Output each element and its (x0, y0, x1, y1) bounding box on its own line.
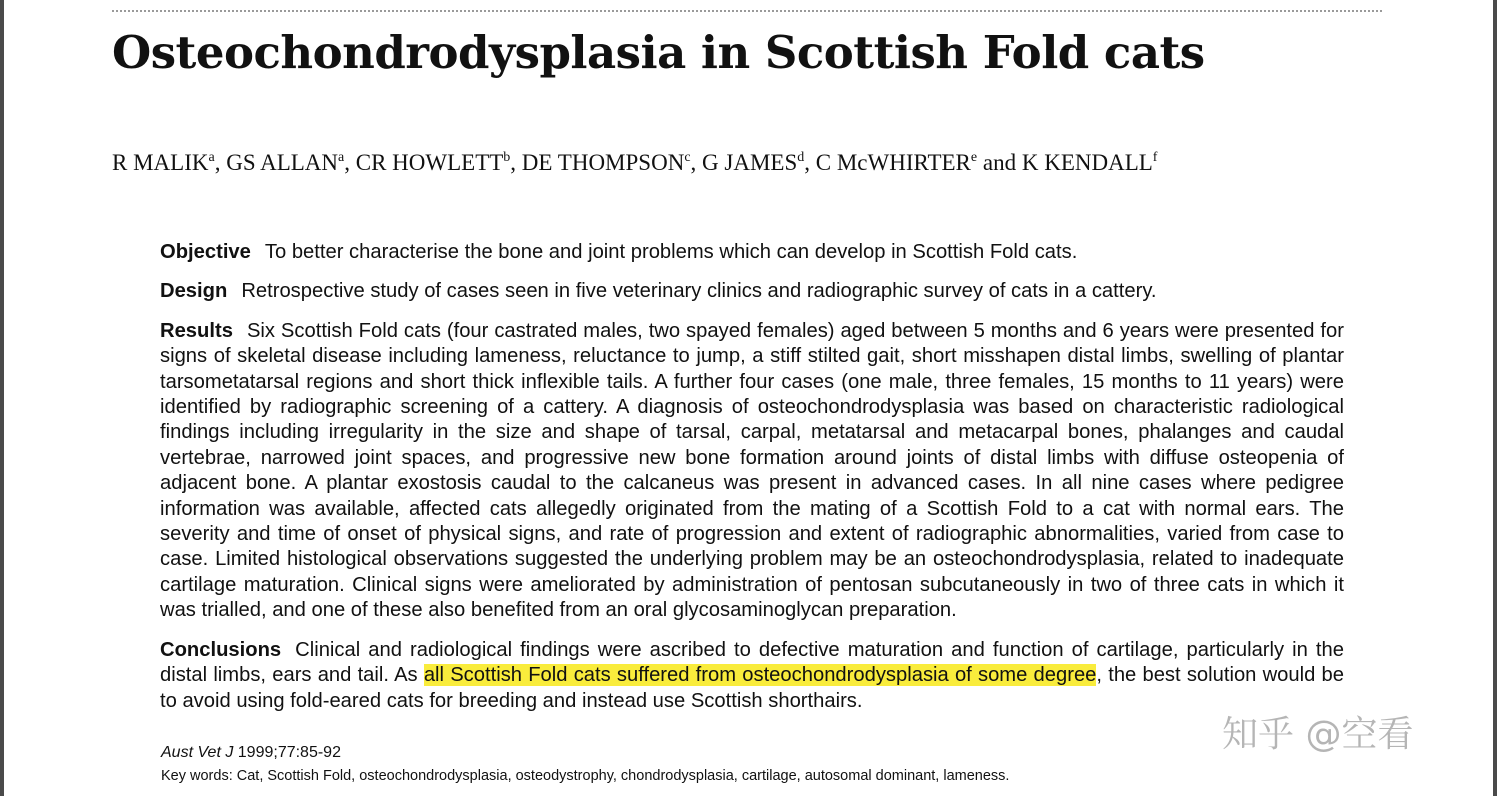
author-separator: and (977, 150, 1022, 175)
conclusions-label: Conclusions (160, 638, 282, 661)
results-label: Results (160, 319, 233, 342)
abstract (160, 240, 1344, 728)
abstract-design (160, 279, 1344, 304)
author-name: GS ALLAN (226, 150, 339, 175)
affiliation-mark: a (208, 150, 215, 165)
viewer-right-border (1493, 0, 1497, 796)
author-separator: , (510, 150, 522, 175)
abstract-conclusions (160, 638, 1344, 714)
abstract-objective (160, 240, 1344, 265)
viewer-left-border (0, 0, 4, 796)
journal-name: Aust Vet J (161, 744, 234, 761)
affiliation-mark: b (503, 150, 511, 165)
author-separator: , (214, 150, 227, 175)
author-name: G JAMES (702, 150, 798, 175)
results-text: Six Scottish Fold cats (four castrated males, two spayed females) aged between 5 months and 6 years were presented for signs of skeletal disease including lameness, reluctance to jump, a stiff stilted gait, short misshapen distal limbs, swelling of plantar tarsometatarsal regions and short thick inflexible tails. A further four cases (one male, three females, 15 months to 11 years) were identified by radiographic screening of a cattery. A diagnosis of osteochondrodysplasia was based on characteristic radiological findings including irregularity in the size and shape of tarsal, carpal, metatarsal and metacarpal bones, phalanges and caudal vertebrae, narrowed joint spaces, and progressive new bone formation around joints of distal limbs with diffuse osteopenia of adjacent bone. A plantar exostosis caudal to the calcaneus was present in advanced cases. In all nine cases where pedigree information was available, affected cats allegedly originated from the mating of a Scottish Fold to a cat with normal ears. The severity and time of onset of physical signs, and rate of progression and extent of radiographic abnormalities, varied from case to case. Limited histological observations suggested the underlying problem may be an osteochondrodysplasia, related to inadequate cartilage maturation. Clinical signs were ameliorated by administration of pentosan subcutaneously in two of three cats in which it was trialled, and one of these also benefited from an oral glycosaminoglycan preparation. (160, 319, 1344, 622)
header-dotted-rule (112, 10, 1382, 12)
author-name: K KENDALL (1021, 150, 1153, 175)
author-name: R MALIK (112, 150, 209, 175)
zhihu-watermark: 知乎 @空看 (1222, 714, 1414, 755)
design-text: Retrospective study of cases seen in five veterinary clinics and radiographic survey of cats in a cattery. (241, 280, 1157, 303)
affiliation-mark: a (338, 150, 345, 165)
affiliation-mark: d (797, 150, 805, 165)
affiliation-mark: f (1152, 150, 1158, 165)
author-name: CR HOWLETT (355, 150, 504, 175)
affiliation-mark: e (970, 150, 978, 165)
objective-text: To better characterise the bone and joint problems which can develop in Scottish Fold cats. (264, 241, 1078, 263)
abstract-results (160, 319, 1344, 624)
design-label: Design (160, 280, 228, 303)
affiliation-mark: c (684, 150, 691, 165)
author-name: DE THOMPSON (521, 150, 685, 175)
conclusions-text-after: , the best solution would be to avoid using fold-eared cats for breeding and instead use Scottish shorthairs. (160, 664, 1344, 712)
author-name: C McWHIRTER (815, 150, 971, 175)
citation-details: 1999;77:85-92 (233, 744, 341, 761)
conclusions-text-before: Clinical and radiological findings were ascribed to defective maturation and function of cartilage, particularly in the distal limbs, ears and tail. As (160, 638, 1344, 687)
citation (161, 744, 341, 762)
article-title: Osteochondrodysplasia in Scottish Fold cats (112, 26, 1205, 79)
author-list (112, 150, 1157, 176)
author-separator: , (690, 150, 703, 175)
highlighted-text[interactable]: all Scottish Fold cats suffered from osteochondrodysplasia of some degree (423, 664, 1097, 687)
objective-label: Objective (160, 241, 251, 263)
keywords: Key words: Cat, Scottish Fold, osteochondrodysplasia, osteodystrophy, chondrodysplasia, cartilage, autosomal dominant, lameness. (161, 768, 1010, 784)
author-separator: , (344, 150, 356, 175)
author-separator: , (804, 150, 816, 175)
